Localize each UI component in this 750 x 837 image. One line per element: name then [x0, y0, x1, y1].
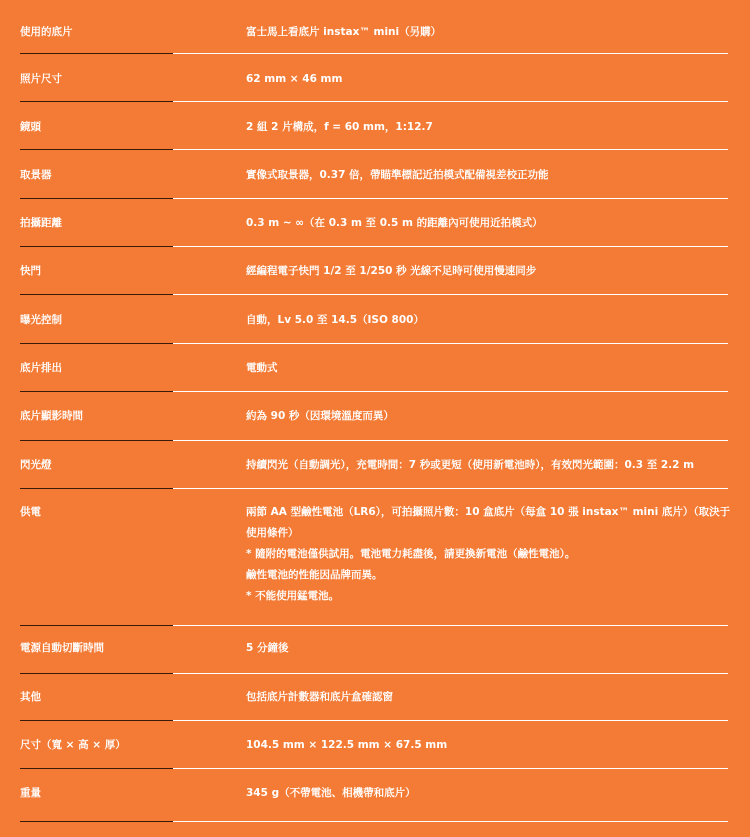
spec-value [225, 641, 730, 655]
spec-value-line: 包括底片計數器和底片盒確認窗 [246, 691, 393, 703]
spec-label: 照片尺寸 [20, 73, 62, 85]
spec-row-shooting-range [0, 216, 730, 230]
spec-value-line: 持續閃光（自動調光），充電時間：7 秒或更短（使用新電池時），有效閃光範圍：0.3 至 2.2 m [246, 459, 695, 471]
spec-value-line: 2 組 2 片構成，f = 60 mm，1:12.7 [246, 121, 433, 133]
spec-value-line: 經編程電子快門 1/2 至 1/250 秒 光線不足時可使用慢速同步 [246, 265, 537, 277]
spec-label: 底片顯影時間 [20, 410, 83, 422]
spec-value [225, 361, 730, 375]
spec-row-lens [0, 120, 730, 134]
spec-label: 重量 [20, 787, 41, 799]
spec-value [225, 264, 730, 278]
spec-value-line: 自動，Lv 5.0 至 14.5（ISO 800） [246, 314, 424, 326]
spec-label: 拍攝距離 [20, 217, 62, 229]
spec-label: 供電 [20, 506, 41, 518]
spec-row-development-time [0, 409, 730, 423]
spec-value-line: * 隨附的電池僅供試用。電池電力耗盡後，請更換新電池（鹼性電池）。 [246, 548, 576, 560]
spec-row-picture-size [0, 72, 730, 86]
spec-row-others [0, 690, 730, 704]
spec-value-line: 104.5 mm × 122.5 mm × 67.5 mm [246, 739, 448, 751]
spec-label: 使用的底片 [20, 26, 73, 38]
spec-row-film-ejection [0, 361, 730, 375]
spec-value-line: 兩節 AA 型鹼性電池（LR6），可拍攝照片數：10 盒底片（每盒 10 張 instax™ mini 底片）（取決于 [246, 506, 731, 518]
spec-value-line: 345 g（不帶電池、相機帶和底片） [246, 787, 416, 799]
spec-value [225, 786, 730, 800]
spec-label: 底片排出 [20, 362, 62, 374]
spec-row-weight [0, 786, 730, 800]
spec-row-auto-power-off [0, 641, 730, 655]
spec-value [225, 690, 730, 704]
spec-row-film [0, 25, 730, 39]
spec-value [225, 409, 730, 423]
spec-value-line: 鹼性電池的性能因品牌而異。 [246, 569, 383, 581]
spec-value [225, 216, 730, 230]
spec-value [225, 168, 730, 182]
spec-row-shutter [0, 264, 730, 278]
spec-value-line: 電動式 [246, 362, 278, 374]
spec-value-line: 使用條件） [246, 527, 299, 539]
spec-value-line: 0.3 m ~ ∞（在 0.3 m 至 0.5 m 的距離內可使用近拍模式） [246, 217, 543, 229]
spec-value-line: 62 mm × 46 mm [246, 73, 343, 85]
spec-label: 其他 [20, 691, 41, 703]
spec-label: 鏡頭 [20, 121, 41, 133]
spec-value-line: 5 分鐘後 [246, 642, 289, 654]
spec-label: 快門 [20, 265, 41, 277]
spec-row-viewfinder [0, 168, 730, 182]
spec-label: 曝光控制 [20, 314, 62, 326]
spec-row-dimensions [0, 738, 730, 752]
spec-value-line: 約為 90 秒（因環境溫度而異） [246, 410, 394, 422]
spec-row-power-supply [0, 505, 730, 603]
spec-value [225, 458, 730, 472]
spec-value [225, 120, 730, 134]
spec-label: 取景器 [20, 169, 52, 181]
spec-value [225, 313, 730, 327]
spec-value [225, 72, 730, 86]
spec-value-line: 實像式取景器，0.37 倍，帶瞄準標記近拍模式配備視差校正功能 [246, 169, 549, 181]
spec-value [225, 505, 730, 603]
spec-row-exposure-control [0, 313, 730, 327]
spec-value-line: 富士馬上看底片 instax™ mini（另購） [246, 26, 442, 38]
spec-row-flash [0, 458, 730, 472]
spec-label: 閃光燈 [20, 459, 52, 471]
spec-value [225, 738, 730, 752]
spec-value-line: * 不能使用錳電池。 [246, 590, 340, 602]
spec-label: 尺寸（寬 × 高 × 厚） [20, 739, 126, 751]
spec-label: 電源自動切斷時間 [20, 642, 104, 654]
spec-value [225, 25, 730, 39]
